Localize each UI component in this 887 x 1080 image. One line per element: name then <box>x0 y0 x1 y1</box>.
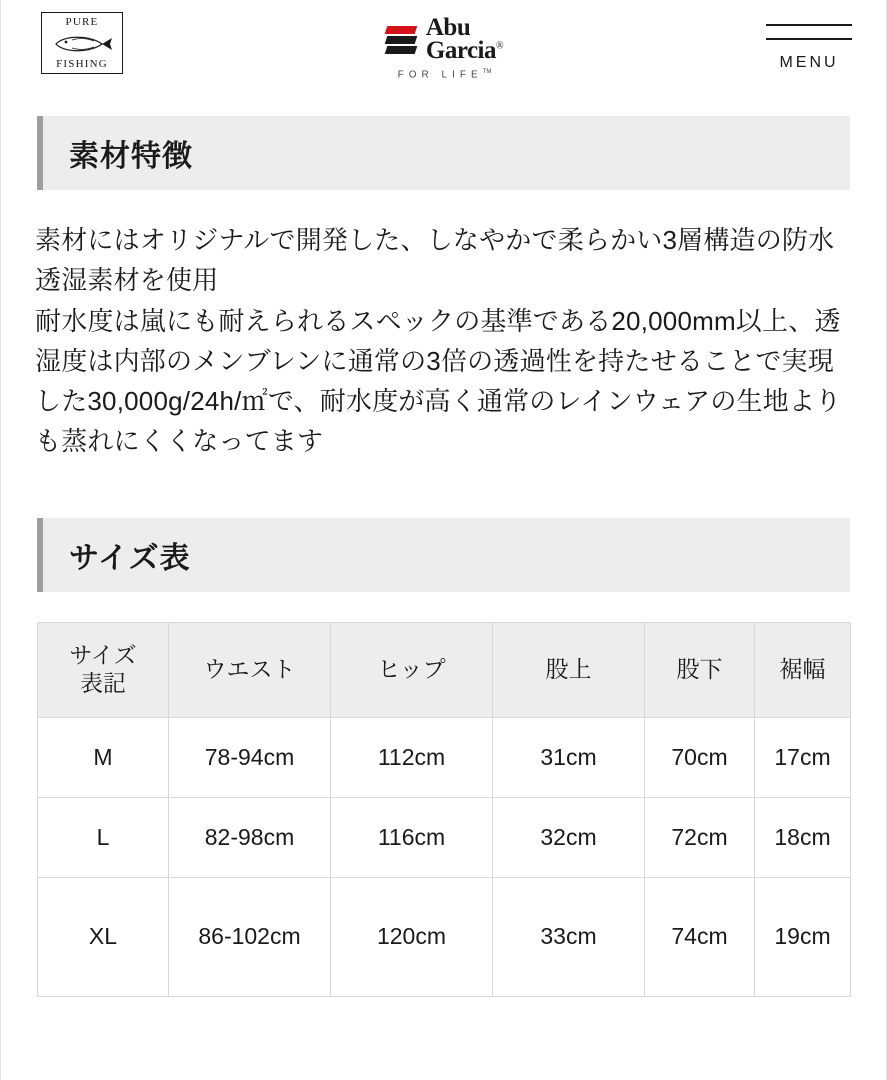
column-header-inseam: 股下 <box>645 622 755 717</box>
abu-logo-reg-mark: ® <box>496 40 504 52</box>
cell-rise: 33cm <box>493 877 645 996</box>
cell-waist: 86-102cm <box>169 877 331 996</box>
abu-garcia-mark-icon <box>386 22 420 56</box>
column-header-rise: 股上 <box>493 622 645 717</box>
table-row <box>38 877 851 996</box>
cell-waist: 78-94cm <box>169 717 331 797</box>
cell-rise: 32cm <box>493 797 645 877</box>
cell-hem: 19cm <box>755 877 851 996</box>
hamburger-icon <box>766 24 852 52</box>
table-header-row <box>38 622 851 717</box>
cell-waist: 82-98cm <box>169 797 331 877</box>
cell-inseam: 74cm <box>645 877 755 996</box>
abu-garcia-wordmark <box>386 16 503 62</box>
materials-paragraph-1: 素材にはオリジナルで開発した、しなやかで柔らかい3層構造の防水透湿素材を使用 <box>35 225 835 296</box>
abu-garcia-logo[interactable] <box>386 16 503 80</box>
fish-icon <box>50 32 114 56</box>
cell-hem: 17cm <box>755 717 851 797</box>
column-header-hem: 裾幅 <box>755 622 851 717</box>
pure-fishing-logo[interactable] <box>41 12 123 74</box>
pure-fishing-top-text: PURE <box>65 16 99 28</box>
table-row <box>38 717 851 797</box>
cell-inseam: 70cm <box>645 717 755 797</box>
abu-garcia-text <box>426 16 503 62</box>
materials-description <box>35 220 852 462</box>
size-chart-head <box>38 622 851 717</box>
abu-logo-tagline: FOR LIFE™ <box>397 69 492 81</box>
column-header-hip: ヒップ <box>331 622 493 717</box>
abu-logo-line1: Abu <box>425 14 471 41</box>
size-chart-table-wrapper <box>37 622 850 997</box>
materials-paragraph-2 <box>35 301 852 462</box>
cell-size: M <box>38 717 169 797</box>
section-title-materials: 素材特徴 <box>69 140 193 173</box>
section-title-size-chart: サイズ表 <box>69 541 191 575</box>
section-heading-size-chart <box>37 518 850 592</box>
column-header-size: サイズ 表記 <box>38 622 169 717</box>
cell-hip: 112cm <box>331 717 493 797</box>
pure-fishing-bottom-text: FISHING <box>56 58 108 70</box>
column-header-waist: ウエスト <box>169 622 331 717</box>
section-heading-materials <box>37 116 850 190</box>
table-row <box>38 797 851 877</box>
site-header <box>1 0 886 98</box>
menu-button-label: MENU <box>779 54 839 71</box>
materials-paragraph-2a: 耐水度は嵐にも耐えられるスペックの基準である20,000mm以上、透湿度は内部のメンブレンに通常の3倍の透過性を持たせることで実現した30,000g/24h/㎡ <box>35 305 841 417</box>
cell-rise: 31cm <box>493 717 645 797</box>
cell-inseam: 72cm <box>645 797 755 877</box>
cell-hip: 116cm <box>331 797 493 877</box>
abu-logo-line2: Garcia <box>425 37 497 64</box>
menu-button[interactable] <box>766 24 852 72</box>
cell-hip: 120cm <box>331 877 493 996</box>
materials-paragraph-2b: で、耐水度が高く通常のレインウェアの生地よりも蒸れにくくなってます <box>35 386 842 457</box>
cell-size: L <box>38 797 169 877</box>
size-chart-table <box>37 622 851 997</box>
cell-hem: 18cm <box>755 797 851 877</box>
size-chart-body <box>38 717 851 996</box>
abu-logo-tm-mark: TM <box>482 69 492 75</box>
cell-size: XL <box>38 877 169 996</box>
